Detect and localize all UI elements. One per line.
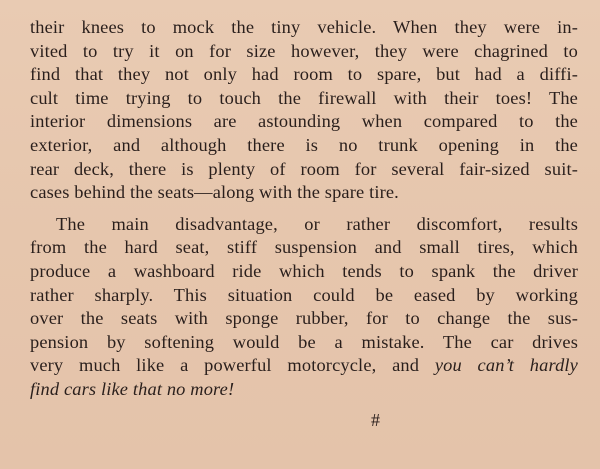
- text-line-with-italic: [30, 354, 578, 378]
- text-line: vited to try it on for size however, they were chagrined to: [30, 40, 578, 61]
- text-line: cult time trying to touch the firewall with their toes! The: [30, 87, 578, 108]
- text-line: rear deck, there is plenty of room for several fair-sized suit-: [30, 158, 578, 179]
- text-line-italic: [30, 378, 578, 402]
- text-line: The main disadvantage, or rather discomfort, results: [56, 213, 578, 234]
- text-line: find that they not only had room to spare, but had a diffi-: [30, 64, 578, 85]
- text-line: produce a washboard ride which tends to spank the driver: [30, 260, 578, 281]
- italic-text-run: you can’t hardly: [434, 355, 578, 376]
- paragraph-1: [30, 16, 578, 205]
- italic-text-run: find cars like that no more!: [30, 378, 235, 399]
- text-line: rather sharply. This situation could be eased by working: [30, 284, 578, 305]
- text-line: interior dimensions are astounding when compared to the: [30, 111, 578, 132]
- end-mark: #: [371, 410, 381, 430]
- text-line: from the hard seat, stiff suspension and small tires, which: [30, 237, 578, 258]
- text-line: over the seats with sponge rubber, for to change the sus-: [30, 308, 578, 329]
- text-run: very much like a powerful motorcycle, and: [30, 355, 435, 376]
- text-line: cases behind the seats—along with the spare tire.: [30, 182, 399, 203]
- text-line: exterior, and although there is no trunk opening in the: [30, 134, 578, 155]
- text-line: their knees to mock the tiny vehicle. When they were in-: [30, 17, 578, 37]
- paragraph-2: [30, 213, 578, 402]
- text-line: pension by softening would be a mistake. The car drives: [30, 331, 578, 352]
